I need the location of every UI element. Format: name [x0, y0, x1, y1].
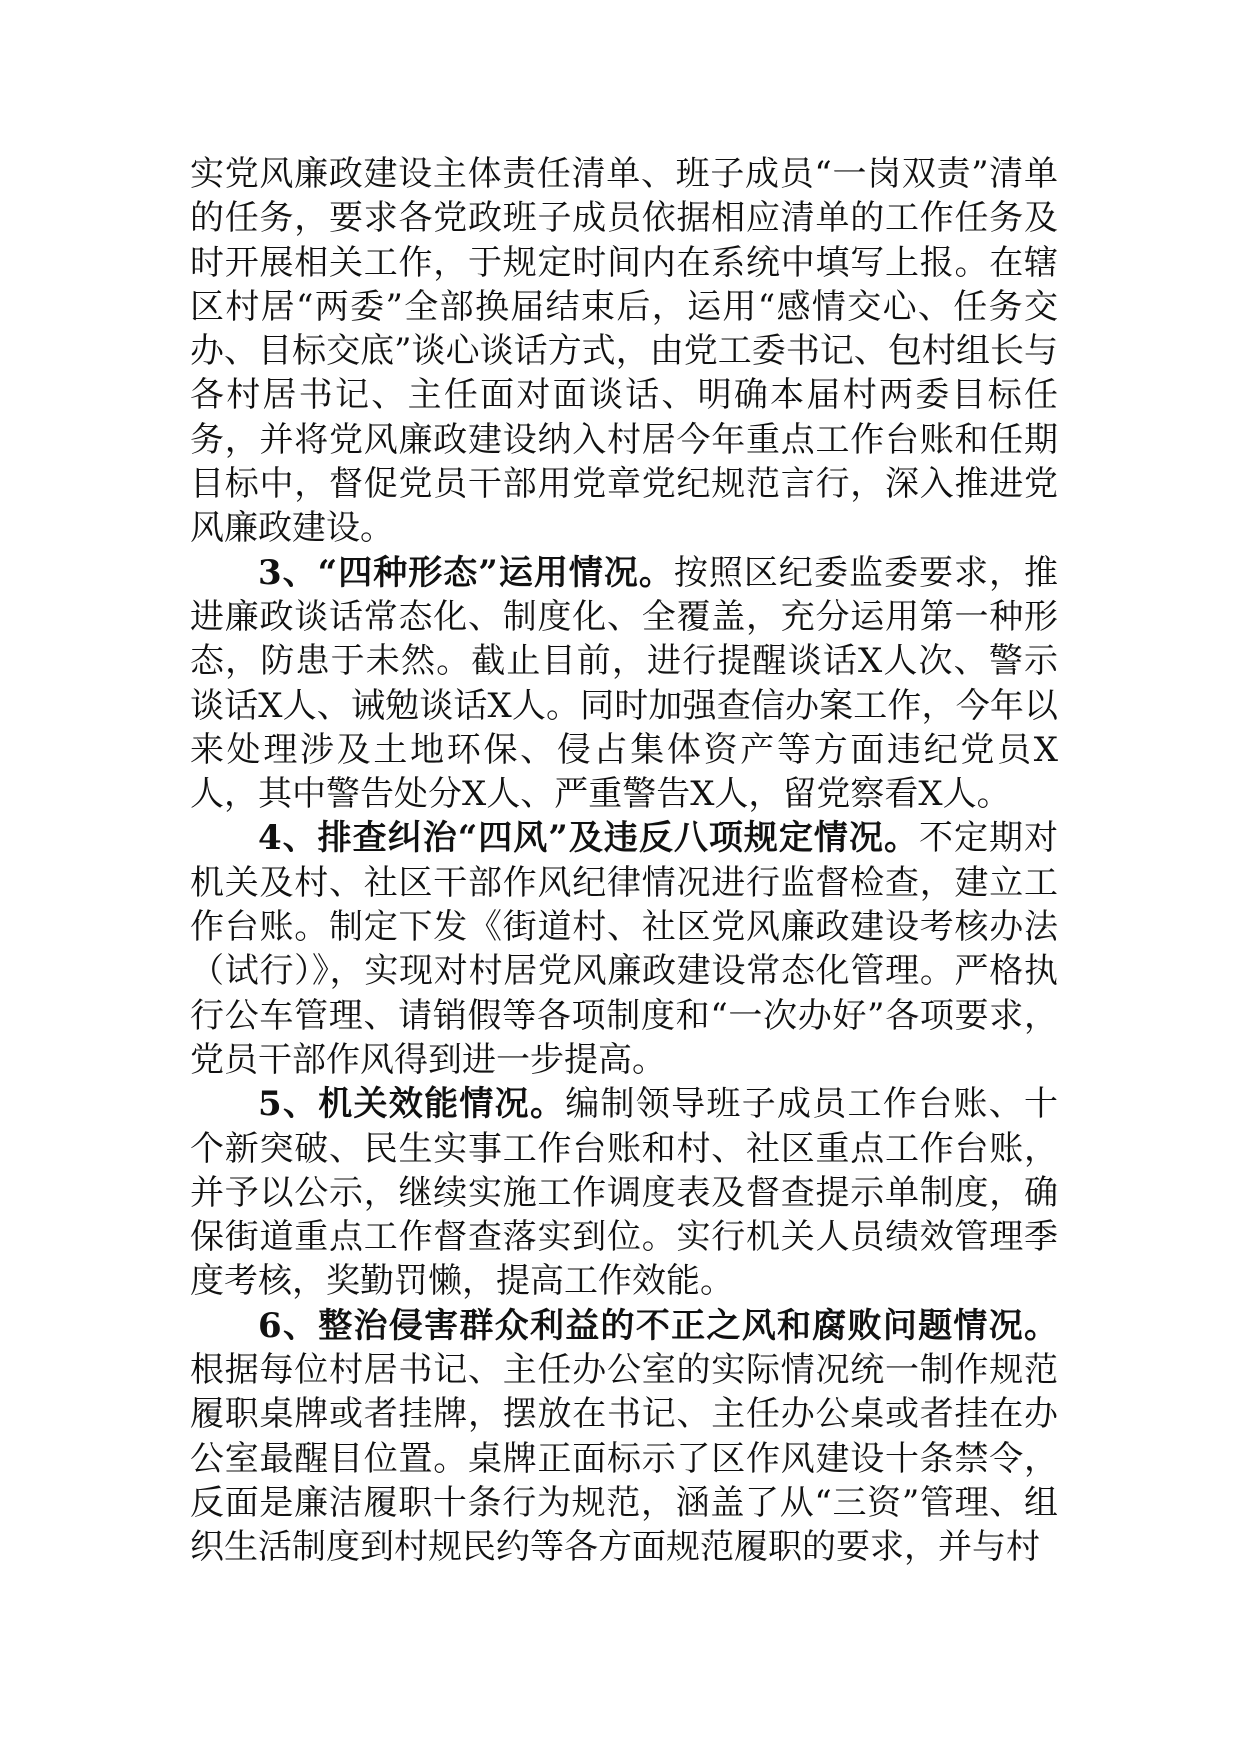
paragraph-heading: 3、“四种形态”运用情况。: [258, 552, 674, 593]
paragraph-body: 不定期对机关及村、社区干部作风纪律情况进行监督检查，建立工作台账。制定下发《街道村、社区党风廉政建设考核办法（试行）》，实现对村居党风廉政建设常态化管理。严格执行公车管理、请销假等各项制度和“一次办好”各项要求，党员干部作风得到进一步提高。: [190, 818, 1058, 1080]
paragraph-body: 按照区纪委监委要求，推进廉政谈话常态化、制度化、全覆盖，充分运用第一种形态，防患于未然。截止目前，进行提醒谈话X人次、警示谈话X人、诫勉谈话X人。同时加强查信办案工作，今年以来处理涉及土地环保、侵占集体资产等方面违纪党员X人，其中警告处分X人、严重警告X人，留党察看X人。: [190, 552, 1059, 815]
paragraph-heading: 5、机关效能情况。: [258, 1084, 566, 1125]
paragraph-efficiency: [190, 1082, 1058, 1303]
paragraph-heading: 6、整治侵害群众利益的不正之风和腐败问题情况。: [258, 1305, 1058, 1346]
paragraph-body: 根据每位村居书记、主任办公室的实际情况统一制作规范履职桌牌或者挂牌，摆放在书记、主任办公桌或者挂在办公室最醒目位置。桌牌正面标示了区作风建设十条禁令，反面是廉洁履职十条行为规范，涵盖了从“三资”管理、组织生活制度到村规民约等各方面规范履职的要求，并与村: [190, 1350, 1058, 1568]
document-page: [190, 152, 1058, 1570]
paragraph-heading: 4、排查纠治“四风”及违反八项规定情况。: [258, 818, 919, 859]
paragraph-continued: [190, 152, 1058, 551]
paragraph-four-winds: [190, 816, 1058, 1082]
paragraph-body: 编制领导班子成员工作台账、十个新突破、民生实事工作台账和村、社区重点工作台账，并予以公示，继续实施工作调度表及督查提示单制度，确保街道重点工作督查落实到位。实行机关人员绩效管理季度考核，奖勤罚懒，提高工作效能。: [190, 1084, 1058, 1302]
paragraph-corruption: [190, 1304, 1058, 1570]
paragraph-four-forms: [190, 551, 1058, 817]
paragraph-body: 实党风廉政建设主体责任清单、班子成员“一岗双责”清单的任务，要求各党政班子成员依据相应清单的工作任务及时开展相关工作，于规定时间内在系统中填写上报。在辖区村居“两委”全部换届结束后，运用“感情交心、任务交办、目标交底”谈心谈话方式，由党工委书记、包村组长与各村居书记、主任面对面谈话、明确本届村两委目标任务，并将党风廉政建设纳入村居今年重点工作台账和任期目标中，督促党员干部用党章党纪规范言行，深入推进党风廉政建设。: [190, 154, 1058, 549]
